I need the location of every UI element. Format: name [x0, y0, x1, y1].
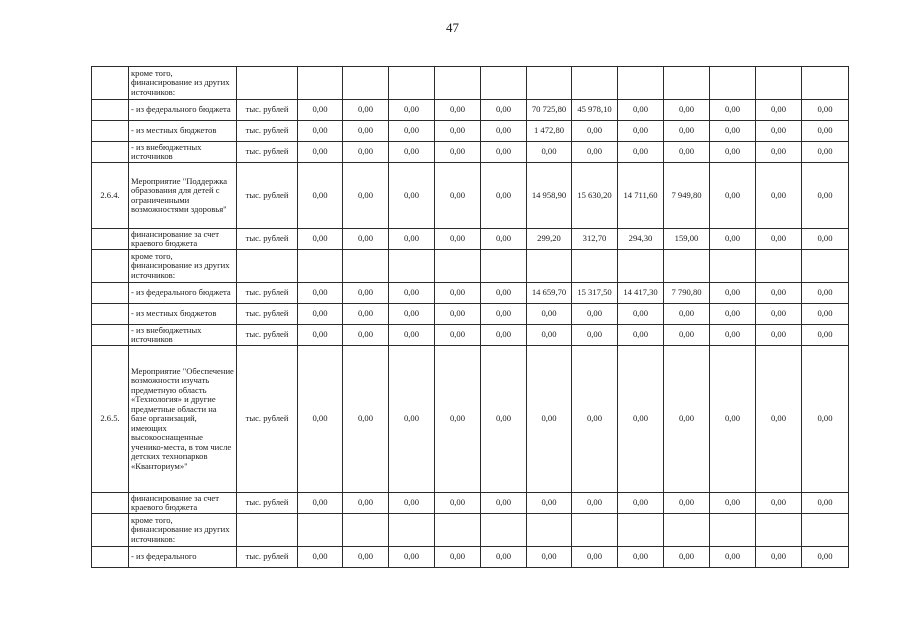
item-name-cell: - из внебюджетных источников — [129, 142, 237, 163]
table-row — [92, 547, 849, 568]
value-cell: 0,00 — [802, 229, 849, 250]
table-row — [92, 514, 849, 547]
value-cell — [710, 514, 756, 547]
value-cell: 0,00 — [756, 229, 802, 250]
value-cell: 0,00 — [389, 142, 435, 163]
item-number-cell — [92, 514, 129, 547]
value-cell — [664, 514, 710, 547]
value-cell — [343, 67, 389, 100]
value-cell — [435, 67, 481, 100]
table-body — [92, 67, 849, 568]
item-name-cell: кроме того, финансирование из других источников: — [129, 250, 237, 283]
value-cell: 0,00 — [389, 547, 435, 568]
value-cell: 0,00 — [802, 100, 849, 121]
value-cell: 0,00 — [802, 283, 849, 304]
value-cell: 0,00 — [710, 229, 756, 250]
value-cell: 0,00 — [756, 493, 802, 514]
value-cell: 0,00 — [298, 547, 343, 568]
value-cell — [527, 250, 572, 283]
value-cell: 0,00 — [664, 121, 710, 142]
value-cell: 0,00 — [481, 283, 527, 304]
value-cell: 0,00 — [343, 325, 389, 346]
value-cell: 0,00 — [298, 229, 343, 250]
value-cell — [618, 250, 664, 283]
item-number-cell — [92, 142, 129, 163]
value-cell: 7 790,80 — [664, 283, 710, 304]
value-cell: 0,00 — [710, 547, 756, 568]
value-cell: 0,00 — [481, 121, 527, 142]
value-cell — [618, 514, 664, 547]
value-cell: 0,00 — [481, 493, 527, 514]
value-cell: 0,00 — [343, 142, 389, 163]
value-cell: 0,00 — [527, 346, 572, 493]
value-cell — [756, 67, 802, 100]
value-cell — [802, 514, 849, 547]
item-number-cell — [92, 304, 129, 325]
value-cell: 0,00 — [435, 346, 481, 493]
value-cell: 0,00 — [756, 547, 802, 568]
value-cell — [527, 514, 572, 547]
unit-cell: тыс. рублей — [237, 547, 298, 568]
value-cell — [389, 250, 435, 283]
table-row — [92, 346, 849, 493]
value-cell: 0,00 — [435, 325, 481, 346]
item-name-cell: - из местных бюджетов — [129, 304, 237, 325]
table-row — [92, 229, 849, 250]
item-number-cell — [92, 100, 129, 121]
value-cell: 0,00 — [572, 325, 618, 346]
value-cell: 0,00 — [664, 304, 710, 325]
table-row — [92, 163, 849, 229]
value-cell: 14 711,60 — [618, 163, 664, 229]
value-cell: 15 630,20 — [572, 163, 618, 229]
value-cell: 0,00 — [389, 163, 435, 229]
value-cell — [710, 67, 756, 100]
item-number-cell — [92, 67, 129, 100]
item-name-cell: Мероприятие "Обеспечение возможности изучать предметную область «Технология» и другие предметные области на базе организаций, имеющих высокооснащенные ученико-места, в том числе детских технопарков «Кванториум»" — [129, 346, 237, 493]
unit-cell: тыс. рублей — [237, 142, 298, 163]
unit-cell: тыс. рублей — [237, 229, 298, 250]
value-cell: 0,00 — [618, 325, 664, 346]
value-cell: 0,00 — [710, 325, 756, 346]
value-cell: 0,00 — [572, 142, 618, 163]
value-cell: 0,00 — [664, 325, 710, 346]
value-cell — [298, 67, 343, 100]
item-name-cell: финансирование за счет краевого бюджета — [129, 493, 237, 514]
unit-cell: тыс. рублей — [237, 163, 298, 229]
value-cell: 0,00 — [298, 493, 343, 514]
value-cell: 0,00 — [435, 304, 481, 325]
value-cell: 0,00 — [343, 229, 389, 250]
value-cell — [343, 250, 389, 283]
item-number-cell: 2.6.4. — [92, 163, 129, 229]
value-cell — [298, 250, 343, 283]
value-cell: 159,00 — [664, 229, 710, 250]
value-cell: 0,00 — [756, 163, 802, 229]
value-cell: 0,00 — [343, 346, 389, 493]
value-cell: 312,70 — [572, 229, 618, 250]
value-cell: 0,00 — [343, 493, 389, 514]
item-name-cell: Мероприятие "Поддержка образования для детей с ограниченными возможностями здоровья" — [129, 163, 237, 229]
value-cell: 0,00 — [435, 493, 481, 514]
value-cell: 0,00 — [298, 100, 343, 121]
value-cell: 0,00 — [618, 304, 664, 325]
unit-cell: тыс. рублей — [237, 325, 298, 346]
value-cell: 0,00 — [802, 142, 849, 163]
value-cell: 0,00 — [435, 142, 481, 163]
value-cell: 0,00 — [298, 346, 343, 493]
table-row — [92, 100, 849, 121]
unit-cell — [237, 67, 298, 100]
value-cell: 0,00 — [710, 283, 756, 304]
unit-cell: тыс. рублей — [237, 493, 298, 514]
value-cell: 0,00 — [710, 121, 756, 142]
budget-table — [91, 66, 849, 568]
table-row — [92, 121, 849, 142]
value-cell: 45 978,10 — [572, 100, 618, 121]
table-row — [92, 283, 849, 304]
value-cell: 0,00 — [756, 142, 802, 163]
value-cell: 0,00 — [756, 304, 802, 325]
value-cell: 14 659,70 — [527, 283, 572, 304]
value-cell: 0,00 — [572, 346, 618, 493]
value-cell: 1 472,80 — [527, 121, 572, 142]
value-cell: 0,00 — [618, 493, 664, 514]
value-cell: 0,00 — [389, 283, 435, 304]
table-row — [92, 67, 849, 100]
value-cell — [710, 250, 756, 283]
value-cell: 0,00 — [618, 121, 664, 142]
value-cell: 0,00 — [527, 142, 572, 163]
value-cell: 0,00 — [572, 121, 618, 142]
item-name-cell: - из местных бюджетов — [129, 121, 237, 142]
page-number: 47 — [446, 20, 459, 35]
value-cell — [618, 67, 664, 100]
value-cell: 0,00 — [435, 121, 481, 142]
value-cell: 70 725,80 — [527, 100, 572, 121]
value-cell — [481, 514, 527, 547]
unit-cell: тыс. рублей — [237, 100, 298, 121]
value-cell: 0,00 — [343, 100, 389, 121]
item-name-cell: - из внебюджетных источников — [129, 325, 237, 346]
value-cell: 0,00 — [481, 229, 527, 250]
value-cell: 0,00 — [618, 100, 664, 121]
value-cell — [802, 250, 849, 283]
value-cell: 0,00 — [802, 304, 849, 325]
value-cell: 0,00 — [527, 304, 572, 325]
unit-cell — [237, 250, 298, 283]
value-cell: 0,00 — [664, 142, 710, 163]
unit-cell: тыс. рублей — [237, 121, 298, 142]
value-cell: 0,00 — [481, 142, 527, 163]
value-cell: 0,00 — [756, 325, 802, 346]
value-cell: 0,00 — [756, 346, 802, 493]
value-cell: 0,00 — [756, 283, 802, 304]
value-cell: 0,00 — [664, 547, 710, 568]
value-cell: 0,00 — [572, 304, 618, 325]
value-cell: 0,00 — [802, 547, 849, 568]
value-cell: 0,00 — [710, 346, 756, 493]
value-cell: 0,00 — [710, 100, 756, 121]
table-row — [92, 250, 849, 283]
value-cell: 0,00 — [664, 346, 710, 493]
value-cell — [664, 250, 710, 283]
value-cell — [435, 250, 481, 283]
value-cell: 0,00 — [527, 547, 572, 568]
value-cell: 0,00 — [435, 283, 481, 304]
value-cell: 0,00 — [389, 493, 435, 514]
value-cell — [298, 514, 343, 547]
value-cell: 0,00 — [802, 121, 849, 142]
value-cell: 0,00 — [298, 142, 343, 163]
value-cell — [664, 67, 710, 100]
value-cell: 0,00 — [343, 283, 389, 304]
value-cell: 0,00 — [572, 547, 618, 568]
value-cell: 0,00 — [618, 346, 664, 493]
item-number-cell — [92, 283, 129, 304]
unit-cell: тыс. рублей — [237, 304, 298, 325]
value-cell: 0,00 — [527, 325, 572, 346]
value-cell: 0,00 — [389, 346, 435, 493]
value-cell: 0,00 — [389, 121, 435, 142]
value-cell — [756, 250, 802, 283]
item-name-cell: кроме того, финансирование из других источников: — [129, 514, 237, 547]
item-number-cell — [92, 121, 129, 142]
value-cell: 14 417,30 — [618, 283, 664, 304]
item-name-cell: - из федерального — [129, 547, 237, 568]
table-row — [92, 142, 849, 163]
unit-cell: тыс. рублей — [237, 283, 298, 304]
item-number-cell — [92, 325, 129, 346]
value-cell: 0,00 — [389, 229, 435, 250]
value-cell — [527, 67, 572, 100]
value-cell: 0,00 — [481, 547, 527, 568]
item-name-cell: - из федерального бюджета — [129, 100, 237, 121]
value-cell: 0,00 — [481, 304, 527, 325]
value-cell — [481, 67, 527, 100]
item-name-cell: кроме того, финансирование из других источников: — [129, 67, 237, 100]
value-cell: 0,00 — [710, 142, 756, 163]
item-number-cell: 2.6.5. — [92, 346, 129, 493]
value-cell: 0,00 — [435, 163, 481, 229]
value-cell: 0,00 — [343, 547, 389, 568]
table-row — [92, 304, 849, 325]
value-cell — [389, 67, 435, 100]
value-cell: 0,00 — [435, 100, 481, 121]
value-cell: 15 317,50 — [572, 283, 618, 304]
item-name-cell: - из федерального бюджета — [129, 283, 237, 304]
value-cell: 7 949,80 — [664, 163, 710, 229]
value-cell: 0,00 — [389, 325, 435, 346]
table-row — [92, 493, 849, 514]
item-number-cell — [92, 493, 129, 514]
value-cell — [343, 514, 389, 547]
value-cell: 0,00 — [481, 100, 527, 121]
value-cell: 0,00 — [664, 493, 710, 514]
value-cell — [435, 514, 481, 547]
value-cell: 0,00 — [664, 100, 710, 121]
value-cell: 0,00 — [481, 346, 527, 493]
item-number-cell — [92, 229, 129, 250]
value-cell: 0,00 — [343, 121, 389, 142]
item-number-cell — [92, 547, 129, 568]
value-cell: 14 958,90 — [527, 163, 572, 229]
value-cell: 0,00 — [802, 493, 849, 514]
value-cell: 0,00 — [435, 547, 481, 568]
value-cell: 0,00 — [572, 493, 618, 514]
unit-cell — [237, 514, 298, 547]
value-cell — [389, 514, 435, 547]
value-cell: 299,20 — [527, 229, 572, 250]
table-row — [92, 325, 849, 346]
value-cell: 0,00 — [802, 163, 849, 229]
value-cell — [756, 514, 802, 547]
value-cell — [572, 67, 618, 100]
value-cell: 294,30 — [618, 229, 664, 250]
value-cell: 0,00 — [298, 304, 343, 325]
value-cell: 0,00 — [343, 304, 389, 325]
value-cell: 0,00 — [802, 325, 849, 346]
value-cell: 0,00 — [710, 493, 756, 514]
value-cell: 0,00 — [756, 100, 802, 121]
unit-cell: тыс. рублей — [237, 346, 298, 493]
value-cell: 0,00 — [802, 346, 849, 493]
item-name-cell: финансирование за счет краевого бюджета — [129, 229, 237, 250]
value-cell: 0,00 — [527, 493, 572, 514]
value-cell: 0,00 — [481, 325, 527, 346]
item-number-cell — [92, 250, 129, 283]
value-cell: 0,00 — [298, 121, 343, 142]
value-cell: 0,00 — [710, 304, 756, 325]
value-cell: 0,00 — [481, 163, 527, 229]
value-cell: 0,00 — [389, 304, 435, 325]
value-cell — [572, 250, 618, 283]
value-cell — [572, 514, 618, 547]
value-cell — [481, 250, 527, 283]
value-cell: 0,00 — [343, 163, 389, 229]
value-cell: 0,00 — [756, 121, 802, 142]
value-cell: 0,00 — [710, 163, 756, 229]
value-cell: 0,00 — [618, 142, 664, 163]
value-cell: 0,00 — [618, 547, 664, 568]
value-cell: 0,00 — [298, 325, 343, 346]
value-cell — [802, 67, 849, 100]
value-cell: 0,00 — [389, 100, 435, 121]
value-cell: 0,00 — [298, 163, 343, 229]
value-cell: 0,00 — [298, 283, 343, 304]
value-cell: 0,00 — [435, 229, 481, 250]
